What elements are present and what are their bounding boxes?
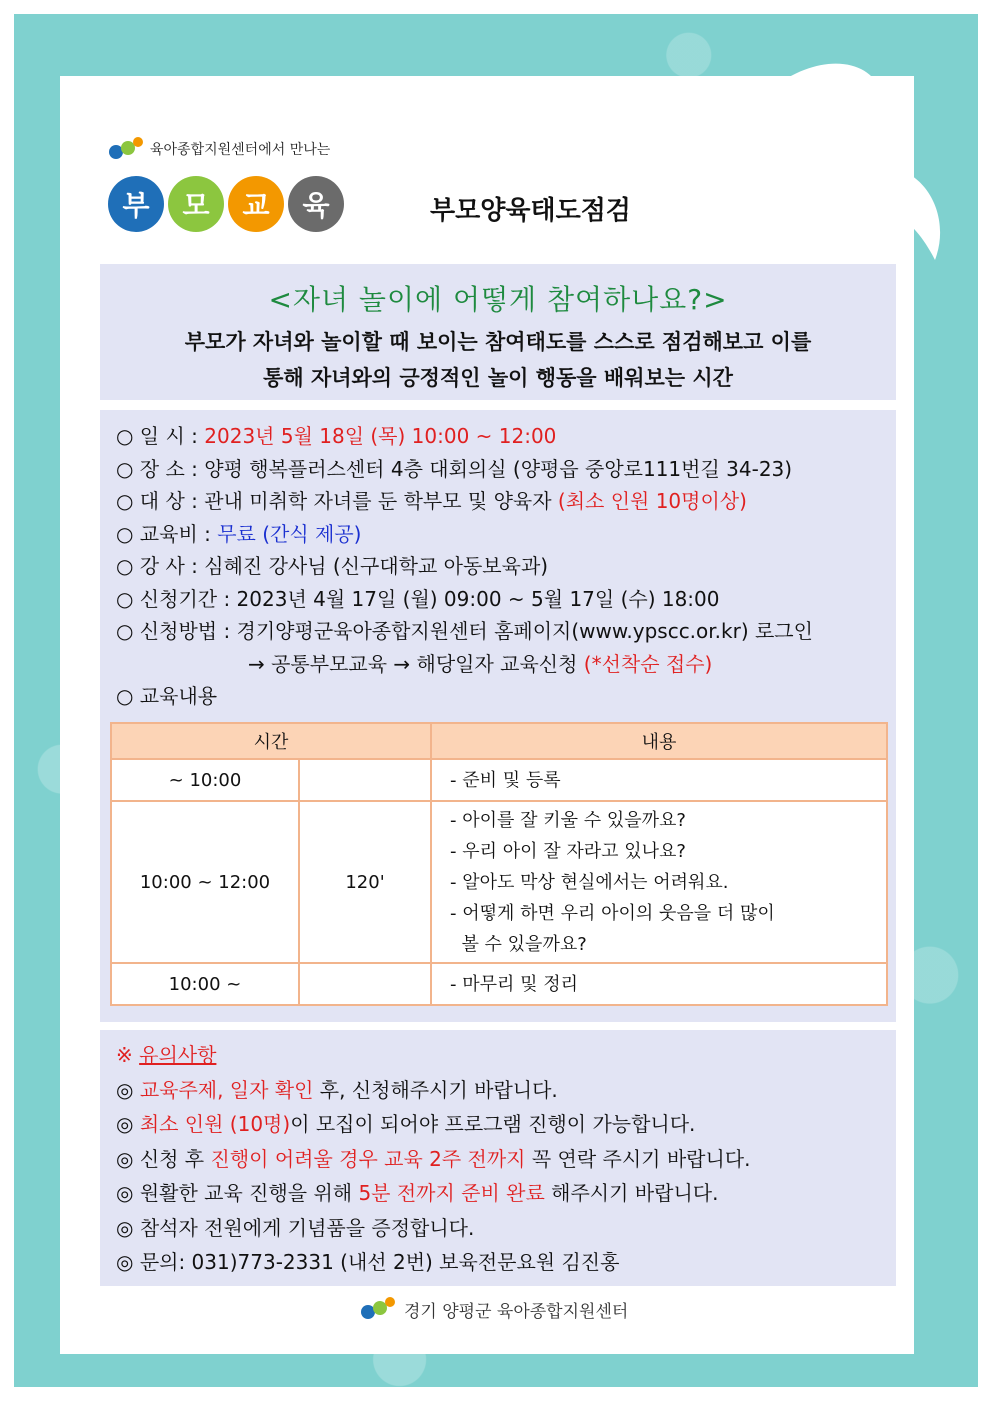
logo-caption: 육아종합지원센터에서 만나는 (150, 142, 331, 158)
center-logo (108, 134, 330, 164)
program-description (100, 324, 896, 396)
description-line-1: 부모가 자녀와 놀이할 때 보이는 참여태도를 스스로 점검해보고 이를 (184, 330, 812, 354)
row-content (431, 759, 887, 801)
table-row (111, 963, 887, 1005)
info-period: ○ 신청기간 : 2023년 4월 17일 (월) 09:00 ~ 5월 17일 (수) 18:00 (116, 586, 720, 611)
row-duration (299, 963, 431, 1005)
info-date: ○ 일 시 : 2023년 5월 18일 (목) 10:00 ~ 12:00 (116, 424, 557, 448)
row-content (431, 963, 887, 1005)
row-item: - 준비 및 등록 (450, 769, 561, 791)
header-content: 내용 (431, 723, 887, 759)
table-row (111, 759, 887, 801)
row-item: - 마무리 및 정리 (450, 973, 578, 995)
note-3: ◎ 신청 후 진행이 어려울 경우 교육 2주 전까지 꼭 연락 주시기 바랍니다. (116, 1146, 751, 1171)
note-5: ◎ 참석자 전원에게 기념품을 증정합니다. (116, 1215, 475, 1240)
notes-heading: ※ 유의사항 (116, 1043, 217, 1067)
row-time: 10:00 ~ 12:00 (111, 801, 299, 963)
notes-list (116, 1038, 886, 1280)
schedule-header-row (111, 723, 887, 759)
info-list (116, 420, 896, 713)
circle-gyo: 교 (228, 176, 284, 232)
header-time: 시간 (111, 723, 431, 759)
circle-mo: 모 (168, 176, 224, 232)
row-duration: 120' (299, 801, 431, 963)
info-method: ○ 신청방법 : 경기양평군육아종합지원센터 홈페이지(www.ypscc.or.kr) 로그인 (116, 619, 813, 643)
row-duration (299, 759, 431, 801)
row-item: 볼 수 있을까요? (450, 933, 587, 955)
circle-bu: 부 (108, 176, 164, 232)
row-content (431, 801, 887, 963)
info-fee: ○ 교육비 : 무료 (간식 제공) (116, 521, 362, 546)
ribbon-decoration (760, 30, 960, 290)
info-place: ○ 장 소 : 양평 행복플러스센터 4층 대회의실 (양평읍 중앙로111번길 34-23) (116, 456, 793, 481)
center-logo-icon (358, 1294, 398, 1324)
footer-org-name: 경기 양평군 육아종합지원센터 (404, 1301, 629, 1322)
program-title-circles (108, 176, 344, 232)
row-time: 10:00 ~ (111, 963, 299, 1005)
note-6: ◎ 문의: 031)773-2331 (내선 2번) 보육전문요원 김진홍 (116, 1250, 620, 1274)
row-time: ~ 10:00 (111, 759, 299, 801)
info-content-label: ○ 교육내용 (116, 684, 218, 708)
page-title: 부모양육태도점검 (430, 196, 631, 226)
footer-org (358, 1294, 628, 1324)
row-item: - 어떻게 하면 우리 아이의 웃음을 더 많이 (450, 902, 775, 924)
circle-yuk: 육 (288, 176, 344, 232)
program-subtitle: <자녀 놀이에 어떻게 참여하나요?> (268, 283, 728, 316)
center-logo-icon (108, 134, 144, 164)
note-4: ◎ 원활한 교육 진행을 위해 5분 전까지 준비 완료 해주시기 바랍니다. (116, 1181, 719, 1205)
description-line-2: 통해 자녀와의 긍정적인 놀이 행동을 배워보는 시간 (263, 366, 733, 390)
info-target: ○ 대 상 : 관내 미취학 자녀를 둔 학부모 및 양육자 (최소 인원 10명이상) (116, 489, 747, 513)
note-1: ◎ 교육주제, 일자 확인 후, 신청해주시기 바랍니다. (116, 1077, 558, 1102)
note-2: ◎ 최소 인원 (10명)이 모집이 되어야 프로그램 진행이 가능합니다. (116, 1112, 696, 1136)
info-method-steps: → 공통부모교육 → 해당일자 교육신청 (*선착순 접수) (248, 651, 713, 676)
schedule-table (110, 722, 888, 1006)
row-item: - 우리 아이 잘 자라고 있나요? (450, 840, 686, 862)
table-row (111, 801, 887, 963)
row-item: - 아이를 잘 키울 수 있을까요? (450, 809, 686, 831)
row-item: - 알아도 막상 현실에서는 어려워요. (450, 871, 729, 893)
info-lecturer: ○ 강 사 : 심혜진 강사님 (신구대학교 아동보육과) (116, 554, 549, 578)
intro-box (100, 264, 896, 400)
